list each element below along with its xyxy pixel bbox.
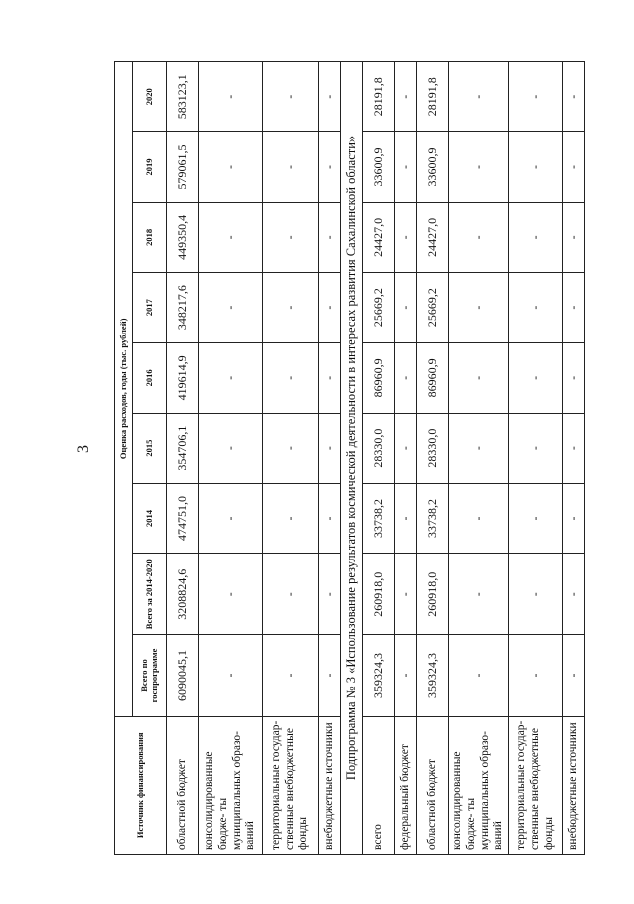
cell-value: - (509, 413, 563, 483)
table-row (363, 62, 395, 855)
cell-value: - (395, 554, 417, 635)
table-row (395, 62, 417, 855)
cell-value: - (395, 635, 417, 716)
cell-value: - (563, 635, 585, 716)
cell-value: - (449, 62, 509, 132)
cell-value: - (199, 413, 263, 483)
table-row (319, 62, 341, 855)
cell-value: - (263, 343, 319, 413)
cell-value: - (563, 202, 585, 272)
cell-value: - (395, 343, 417, 413)
cell-value: - (509, 132, 563, 202)
cell-value: - (199, 635, 263, 716)
cell-value: 359324,3 (417, 635, 449, 716)
cell-value: - (563, 272, 585, 342)
cell-value: 6090045,1 (167, 635, 199, 716)
cell-value: - (563, 554, 585, 635)
cell-value: 260918,0 (417, 554, 449, 635)
cell-value: - (263, 483, 319, 553)
cell-value: - (509, 635, 563, 716)
cell-value: - (449, 343, 509, 413)
cell-value: - (199, 62, 263, 132)
cell-value: 33600,9 (363, 132, 395, 202)
cell-value: - (263, 202, 319, 272)
cell-value: - (449, 413, 509, 483)
table-row (417, 62, 449, 855)
row-label: территориальные государ- ственные внебюджетные фонды (263, 716, 319, 854)
cell-value: - (563, 132, 585, 202)
table-row (263, 62, 319, 855)
header-col: Всего за 2014-2020 (133, 554, 167, 635)
row-label: областной бюджет (417, 716, 449, 854)
cell-value: 260918,0 (363, 554, 395, 635)
header-estimate: Оценка расходов, годы (тыс. рублей) (115, 62, 133, 717)
cell-value: 24427,0 (363, 202, 395, 272)
row-label: консолидированные бюдже- ты муниципальных образо- ваний (199, 716, 263, 854)
cell-value: - (263, 62, 319, 132)
cell-value: - (509, 554, 563, 635)
cell-value: 3208824,6 (167, 554, 199, 635)
cell-value: - (263, 272, 319, 342)
cell-value: 419614,9 (167, 343, 199, 413)
cell-value: - (199, 483, 263, 553)
cell-value: - (263, 413, 319, 483)
cell-value: - (263, 635, 319, 716)
cell-value: 33738,2 (363, 483, 395, 553)
cell-value: - (319, 554, 341, 635)
cell-value: 474751,0 (167, 483, 199, 553)
rotated-table-container (114, 61, 581, 855)
cell-value: 28330,0 (417, 413, 449, 483)
cell-value: - (449, 202, 509, 272)
cell-value: - (319, 272, 341, 342)
cell-value: - (449, 554, 509, 635)
row-label: всего (363, 716, 395, 854)
cell-value: - (563, 413, 585, 483)
cell-value: - (563, 483, 585, 553)
header-col: 2015 (133, 413, 167, 483)
cell-value: - (263, 132, 319, 202)
cell-value: - (563, 62, 585, 132)
cell-value: - (509, 272, 563, 342)
subprogram-title: Подпрограмма № 3 «Использование результатов космической деятельности в интересах развития Сахалинской области» (341, 62, 363, 855)
cell-value: 359324,3 (363, 635, 395, 716)
cell-value: 583123,1 (167, 62, 199, 132)
cell-value: - (509, 343, 563, 413)
table-row (509, 62, 563, 855)
cell-value: - (509, 483, 563, 553)
cell-value: - (395, 272, 417, 342)
header-col: Всего по госпрограмме (133, 635, 167, 716)
table-row (167, 62, 199, 855)
cell-value: - (395, 132, 417, 202)
cell-value: - (319, 202, 341, 272)
cell-value: 449350,4 (167, 202, 199, 272)
cell-value: 86960,9 (363, 343, 395, 413)
cell-value: - (199, 202, 263, 272)
cell-value: - (263, 554, 319, 635)
table-row (199, 62, 263, 855)
cell-value: - (199, 272, 263, 342)
cell-value: - (563, 343, 585, 413)
cell-value: - (395, 62, 417, 132)
cell-value: 25669,2 (417, 272, 449, 342)
cell-value: - (449, 635, 509, 716)
cell-value: - (199, 554, 263, 635)
row-label: областной бюджет (167, 716, 199, 854)
cell-value: 33600,9 (417, 132, 449, 202)
cell-value: - (395, 202, 417, 272)
header-col: 2014 (133, 483, 167, 553)
cell-value: - (319, 343, 341, 413)
financing-table (114, 61, 585, 855)
header-col: 2019 (133, 132, 167, 202)
cell-value: - (395, 413, 417, 483)
cell-value: - (509, 62, 563, 132)
row-label: внебюджетные источники (319, 716, 341, 854)
table-row (563, 62, 585, 855)
row-label: внебюджетные источники (563, 716, 585, 854)
cell-value: 28330,0 (363, 413, 395, 483)
cell-value: 579061,5 (167, 132, 199, 202)
cell-value: - (449, 132, 509, 202)
header-col: 2018 (133, 202, 167, 272)
cell-value: - (449, 272, 509, 342)
row-label: территориальные государ- ственные внебюджетные фонды (509, 716, 563, 854)
cell-value: - (395, 483, 417, 553)
cell-value: 28191,8 (417, 62, 449, 132)
cell-value: 25669,2 (363, 272, 395, 342)
cell-value: 348217,6 (167, 272, 199, 342)
cell-value: 33738,2 (417, 483, 449, 553)
cell-value: - (319, 62, 341, 132)
header-source: Источник финансирования (115, 716, 167, 854)
row-label: консолидированные бюдже- ты муниципальных образо- ваний (449, 716, 509, 854)
cell-value: 354706,1 (167, 413, 199, 483)
cell-value: - (449, 483, 509, 553)
cell-value: - (509, 202, 563, 272)
cell-value: - (319, 483, 341, 553)
cell-value: - (199, 343, 263, 413)
page-number: 3 (75, 445, 92, 453)
cell-value: - (199, 132, 263, 202)
cell-value: 28191,8 (363, 62, 395, 132)
cell-value: - (319, 413, 341, 483)
cell-value: - (319, 635, 341, 716)
row-label: федеральный бюджет (395, 716, 417, 854)
cell-value: - (319, 132, 341, 202)
header-col: 2016 (133, 343, 167, 413)
header-col: 2020 (133, 62, 167, 132)
cell-value: 24427,0 (417, 202, 449, 272)
cell-value: 86960,9 (417, 343, 449, 413)
header-col: 2017 (133, 272, 167, 342)
table-row (449, 62, 509, 855)
